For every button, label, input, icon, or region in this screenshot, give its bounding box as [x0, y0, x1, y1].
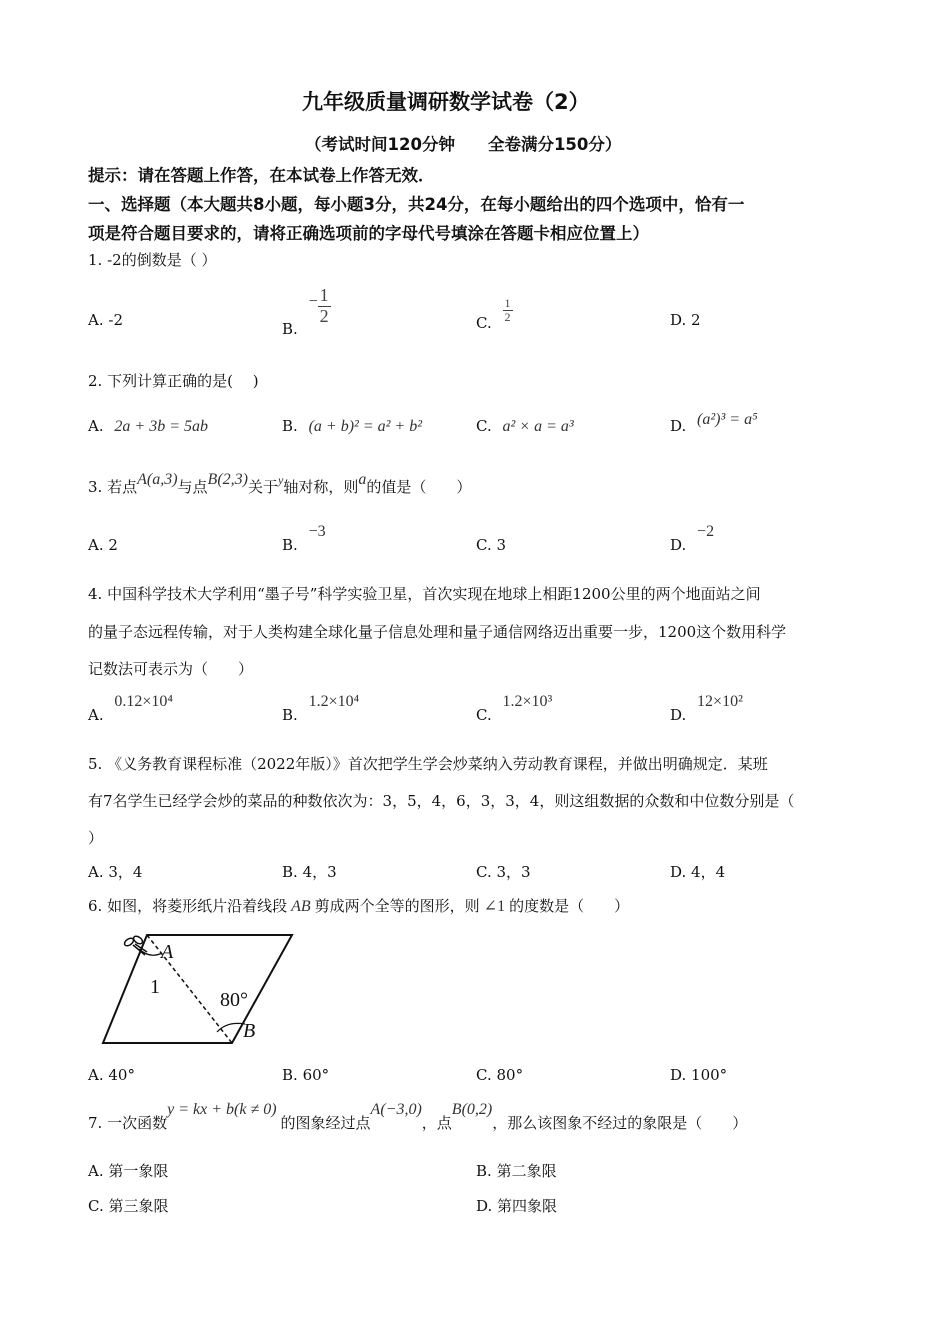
q5-option-a[interactable] [88, 861, 142, 882]
stem-text: 关于 [247, 478, 278, 496]
stem-text: 3. 若点 [88, 478, 138, 496]
fraction-sign: − [308, 293, 318, 311]
q1-option-c[interactable] [476, 296, 513, 332]
option-formula: (a + b)² = a² + b² [308, 418, 423, 435]
option-value: 3 [496, 536, 507, 554]
label-80-degrees: 80° [220, 989, 248, 1011]
stem-text: ，点 [421, 1114, 452, 1132]
option-value: 0.12×10⁴ [114, 693, 173, 710]
stem-text: ，那么该图象不经过的象限是（ ） [492, 1114, 748, 1132]
q5-line3: ） [88, 829, 104, 847]
option-value: -2 [108, 311, 124, 329]
point-a: A(−3,0) [370, 1101, 422, 1118]
option-label: C. [476, 536, 492, 554]
q6-option-a[interactable] [88, 1066, 135, 1084]
option-value: −2 [697, 523, 715, 540]
option-formula: (a²)³ = a⁵ [697, 411, 758, 428]
option-label: A. [88, 417, 104, 435]
angle-1: ∠1 [483, 898, 506, 915]
section-heading-line1: 一、选择题（本大题共8小题，每小题3分，共24分，在每小题给出的四个选项中，恰有一 [88, 195, 745, 214]
option-label: A. [88, 1066, 104, 1084]
option-value: 60° [302, 1066, 330, 1084]
stem-text: 与点 [177, 478, 208, 496]
option-label: B. [282, 320, 298, 339]
option-label: A. [88, 536, 104, 554]
option-label: B. [282, 706, 298, 724]
point-a: A(a,3) [137, 471, 178, 488]
stem-text: 剪成两个全等的图形，则 [314, 897, 480, 915]
var-y: y [278, 473, 284, 487]
stem-text: 的图象经过点 [280, 1114, 371, 1132]
q6-stem [88, 895, 629, 916]
q3-option-d[interactable] [670, 522, 715, 554]
section-heading-line2: 项是符合题目要求的，请将正确选项前的字母代号填涂在答题卡相应位置上） [88, 224, 649, 243]
option-formula: a² × a = a³ [502, 418, 574, 435]
q3-option-a[interactable] [88, 536, 118, 554]
numerator: 1 [319, 285, 329, 305]
option-label: B. [282, 863, 298, 881]
option-value: 第四象限 [497, 1197, 558, 1215]
q5-line1: 5. 《义务教育课程标准（2022年版）》首次把学生学会炒菜纳入劳动教育课程，并做出明确规定．某班 [88, 755, 768, 773]
q4-option-b[interactable] [282, 692, 360, 724]
q3-stem [88, 468, 472, 496]
option-value: 80° [496, 1066, 524, 1084]
option-label: D. [670, 536, 687, 554]
q1-option-a[interactable] [88, 311, 123, 329]
option-value: −3 [308, 523, 326, 540]
q2-option-b[interactable] [282, 417, 422, 436]
option-label: B. [282, 1066, 298, 1084]
q6-option-c[interactable] [476, 1066, 523, 1084]
option-value: 3，4 [108, 863, 143, 881]
rhombus-figure [95, 925, 305, 1050]
segment-ab: AB [291, 898, 311, 915]
q7-option-b[interactable] [476, 1160, 557, 1181]
q4-option-a[interactable] [88, 692, 173, 724]
numerator: 1 [504, 296, 511, 310]
option-label: D. [670, 417, 687, 435]
option-value: 第二象限 [496, 1162, 557, 1180]
q4-line2: 的量子态远程传输，对于人类构建全球化量子信息处理和量子通信网络迈出重要一步，1200这个数用科学 [88, 623, 787, 641]
label-b: B [243, 1020, 256, 1042]
option-label: C. [476, 706, 492, 724]
q2-stem: 2. 下列计算正确的是( ) [88, 372, 259, 390]
option-label: D. [476, 1197, 493, 1215]
fraction [318, 286, 331, 327]
q5-line2: 有7名学生已经学会炒的菜品的种数依次为：3，5，4，6，3，3，4，则这组数据的众数和中位数分别是（ [88, 792, 795, 810]
option-label: D. [670, 1066, 687, 1084]
denominator: 2 [319, 305, 329, 326]
q5-option-d[interactable] [670, 861, 725, 882]
option-label: C. [476, 417, 492, 435]
q6-option-d[interactable] [670, 1066, 727, 1084]
option-label: A. [88, 1162, 104, 1180]
q7-stem [88, 1098, 748, 1132]
option-label: C. [88, 1197, 104, 1215]
exam-subtitle: （考试时间120分钟 全卷满分150分） [305, 135, 622, 154]
option-value: 1.2×10³ [502, 693, 553, 710]
option-value: 3，3 [496, 863, 531, 881]
function-expression: y = kx + b(k ≠ 0) [167, 1101, 277, 1118]
q7-option-c[interactable] [88, 1195, 169, 1216]
label-a: A [161, 941, 174, 963]
stem-text: 的值是（ ） [366, 478, 472, 496]
denominator: 2 [504, 310, 511, 325]
option-label: D. [670, 311, 687, 329]
option-label: D. [670, 863, 687, 881]
q2-option-d[interactable] [670, 410, 758, 435]
q5-option-b[interactable] [282, 861, 337, 882]
option-value: 100° [691, 1066, 728, 1084]
fraction [503, 297, 513, 324]
q3-option-c[interactable] [476, 536, 506, 554]
rhombus-outline [103, 935, 292, 1043]
option-label: B. [476, 1162, 492, 1180]
q2-option-a[interactable] [88, 417, 208, 436]
option-value: 2 [108, 536, 118, 554]
tip-text: 提示：请在答题上作答，在本试卷上作答无效． [88, 166, 435, 185]
q4-line1: 4. 中国科学技术大学利用“墨子号”科学实验卫星，首次实现在地球上相距1200公里的两个地面站之间 [88, 585, 761, 603]
option-label: A. [88, 863, 104, 881]
option-value: 1.2×10⁴ [308, 693, 360, 710]
option-value: 40° [108, 1066, 135, 1084]
q1-stem: 1. -2的倒数是（ ） [88, 251, 217, 269]
option-formula: 2a + 3b = 5ab [114, 418, 208, 435]
q2-option-c[interactable] [476, 417, 574, 436]
option-label: C. [476, 1066, 492, 1084]
stem-text: 轴对称，则 [283, 478, 359, 496]
q7-option-a[interactable] [88, 1160, 168, 1181]
option-label: B. [282, 417, 298, 435]
option-value: 第一象限 [108, 1162, 169, 1180]
option-label: B. [282, 536, 298, 554]
stem-text: 的度数是（ ） [509, 897, 630, 915]
q4-option-d[interactable] [670, 692, 743, 724]
q1-option-d[interactable] [670, 311, 701, 329]
q3-option-b[interactable] [282, 522, 326, 554]
label-angle-1: 1 [150, 976, 160, 998]
point-b: B(2,3) [207, 471, 248, 488]
q4-line3: 记数法可表示为（ ） [88, 660, 254, 678]
q1-option-b[interactable] [282, 285, 331, 339]
var-a: a [358, 471, 367, 488]
q7-option-d[interactable] [476, 1195, 557, 1216]
option-value: 4，3 [302, 863, 337, 881]
q5-option-c[interactable] [476, 861, 531, 882]
q4-option-c[interactable] [476, 692, 553, 724]
option-label: C. [476, 313, 492, 332]
option-value: 4，4 [691, 863, 726, 881]
option-label: A. [88, 706, 104, 724]
option-value: 第三象限 [108, 1197, 169, 1215]
option-label: C. [476, 863, 492, 881]
option-value: 12×10² [697, 693, 743, 710]
page-title: 九年级质量调研数学试卷（2） [302, 90, 590, 114]
point-b: B(0,2) [451, 1101, 493, 1118]
stem-text: 6. 如图，将菱形纸片沿着线段 [88, 897, 288, 915]
stem-text: 7. 一次函数 [88, 1114, 168, 1132]
option-label: D. [670, 706, 687, 724]
option-label: A. [88, 311, 104, 329]
q6-option-b[interactable] [282, 1066, 329, 1084]
option-value: 2 [691, 311, 701, 329]
